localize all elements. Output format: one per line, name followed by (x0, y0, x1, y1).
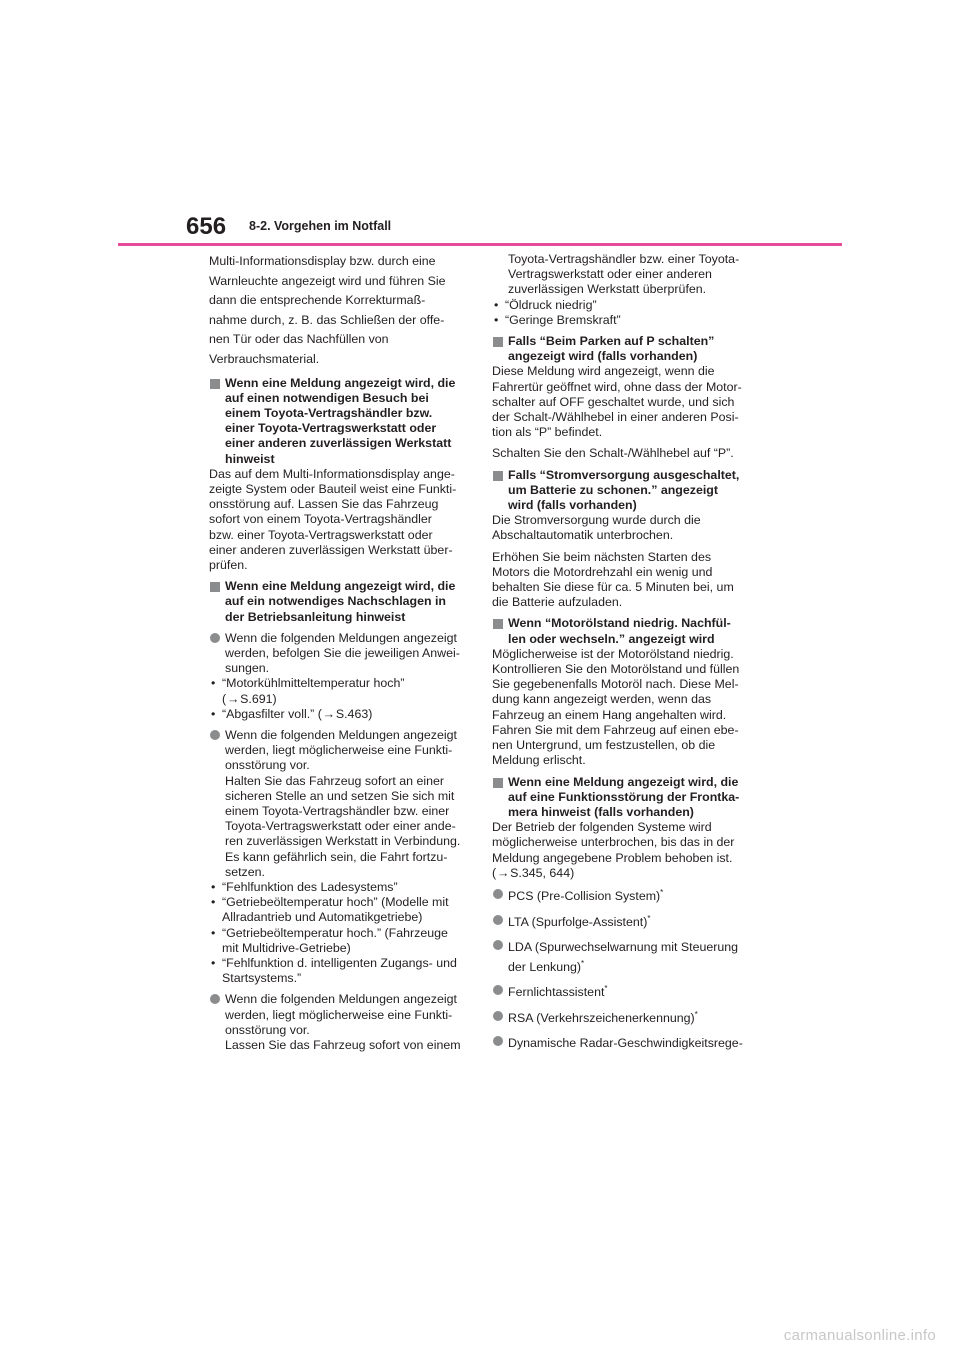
text-line: prüfen. (209, 558, 248, 572)
text-line (222, 707, 467, 722)
text-line: • “Geringe Bremskraft” (505, 312, 621, 327)
text-line: Kontrollieren Sie den Motorölstand und füllen (492, 662, 740, 677)
text-line: dung kann angezeigt werden, wenn das (492, 692, 712, 707)
text-line: zuverlässigen Werkstatt überprüfen. (508, 282, 707, 297)
text-line (222, 692, 467, 707)
ref-open: ( (222, 691, 227, 706)
paragraph (209, 467, 467, 573)
bullet-group (209, 728, 467, 986)
text-line: onsstörung auf. Lassen Sie das Fahrzeug (209, 497, 439, 512)
footnote-star: * (647, 913, 651, 923)
text-line: • “Getriebeöltemperatur hoch” (Modelle mit (222, 895, 449, 910)
text-line: möglicherweise unterbrochen, bis das in der (492, 835, 735, 850)
heading-line: Wenn eine Meldung angezeigt wird, die (225, 375, 456, 390)
text-line: werden, liegt möglicherweise eine Funkti- (225, 743, 453, 758)
text-line: der Schalt-/Wählhebel in einer anderen Posi- (492, 410, 739, 425)
text-line: sicheren Stelle an und setzen Sie sich mit (225, 788, 455, 803)
text-line: die Batterie aufzuladen. (492, 595, 623, 610)
heading-line: einer anderen zuverlässigen Werkstatt (225, 436, 452, 451)
text-line: Abschaltautomatik unterbrochen. (492, 528, 674, 543)
text-line: Die Stromversorgung wurde durch die (492, 513, 701, 528)
text-line: Es kann gefährlich sein, die Fahrt fortzu- (225, 849, 448, 864)
system-item-radar-cruise (492, 1034, 754, 1054)
text-line: ren zuverlässigen Werkstatt in Verbindung. (225, 834, 461, 849)
text-line: Fahren Sie mit dem Fahrzeug auf einen ebe- (492, 722, 739, 737)
system-item-lda (492, 938, 754, 977)
ref-text: “Abgasfilter voll.” ( (222, 706, 322, 721)
dash-item (492, 298, 754, 313)
heading-line: um Batterie zu schonen.” angezeigt (508, 482, 718, 497)
dash-item (209, 895, 467, 925)
system-item-high-beam (492, 983, 754, 1003)
system-label: RSA (Verkehrszeichenerkennung) (508, 1010, 695, 1025)
text-line (492, 866, 754, 881)
text-line: werden, liegt möglicherweise eine Funkti- (225, 1007, 453, 1022)
heading-line: Falls “Stromversorgung ausgeschaltet, (508, 467, 740, 482)
text-line: Erhöhen Sie beim nächsten Starten des (492, 549, 712, 564)
paragraph: Schalten Sie den Schalt-/Wählhebel auf “P”. (492, 446, 734, 461)
heading-line: einer Toyota-Vertragswerkstatt oder (225, 421, 437, 436)
text-line: sungen. (225, 661, 270, 676)
text-line: Wenn die folgenden Meldungen angezeigt (225, 992, 457, 1007)
text-line: einem Toyota-Vertragshändler bzw. einer (225, 804, 450, 819)
text-line: Diese Meldung wird angezeigt, wenn die (492, 364, 715, 379)
text-line: zeigte System oder Bauteil weist eine Funkti- (209, 481, 457, 496)
ref-open: ( (492, 865, 497, 880)
text-line: sofort von einem Toyota-Vertragshändler (209, 512, 432, 527)
heading-line: angezeigt wird (falls vorhanden) (508, 349, 698, 364)
text-line: Der Betrieb der folgenden Systeme wird (492, 820, 712, 835)
page-number: 656 (186, 213, 227, 240)
page-reference[interactable]: S.345, 644) (510, 865, 575, 880)
page-reference[interactable]: S.463) (335, 706, 373, 721)
system-label: der Lenkung) (508, 959, 582, 974)
watermark-site: carmanualsonline.info (783, 1327, 936, 1344)
system-label: PCS (Pre-Collision System) (508, 888, 661, 903)
heading-line: Falls “Beim Parken auf P schalten” (508, 334, 715, 349)
text-line: Startsystems.” (222, 971, 302, 986)
text-line: Meldung angegebene Problem behoben ist. (492, 850, 733, 865)
heading-line: Wenn eine Meldung angezeigt wird, die (225, 579, 456, 594)
text-line: LDA (Spurwechselwarnung mit Steuerung (508, 940, 739, 955)
section-heading-dealer-visit (209, 376, 467, 467)
text-line: Allradantrieb und Automatikgetriebe) (222, 910, 423, 925)
system-label: Dynamische Radar-Geschwindigkeitsrege- (508, 1036, 743, 1051)
text-line: setzen. (225, 864, 265, 879)
text-line: Verbrauchsmaterial. (209, 351, 320, 366)
paragraph (492, 647, 754, 769)
text-line: Toyota-Vertragshändler bzw. einer Toyota- (508, 252, 740, 266)
heading-line: mera hinweist (falls vorhanden) (508, 804, 694, 819)
section-heading-park (492, 334, 754, 364)
heading-line: einem Toyota-Vertragshändler bzw. (225, 405, 433, 420)
dash-item (209, 880, 467, 895)
text-line: • “Öldruck niedrig” (505, 297, 597, 312)
bullet-group (209, 631, 467, 722)
text-line: Sie gegebenenfalls Motoröl nach. Diese Mel- (492, 677, 739, 692)
text-line: Multi-Informationsdisplay bzw. durch eine (209, 254, 436, 268)
text-line: nahme durch, z. B. das Schließen der offe- (209, 312, 445, 327)
heading-line: len oder wechseln.” angezeigt wird (508, 631, 715, 646)
heading-line: Wenn eine Meldung angezeigt wird, die (508, 774, 739, 789)
intro-paragraph (209, 252, 467, 370)
system-item-rsa (492, 1009, 754, 1029)
section-heading-front-camera (492, 775, 754, 821)
heading-line: hinweist (225, 451, 275, 466)
dash-item (492, 313, 754, 328)
paragraph (492, 820, 754, 881)
text-line: behalten Sie diese für ca. 5 Minuten bei, um (492, 580, 734, 595)
heading-line: wird (falls vorhanden) (508, 498, 637, 513)
heading-line: auf ein notwendiges Nachschlagen in (225, 594, 447, 609)
dash-item (209, 676, 467, 706)
section-heading-owners-manual (209, 579, 467, 625)
arrow-right-icon: → (322, 706, 336, 721)
bullet-continuation (492, 252, 754, 328)
left-column (209, 252, 467, 1053)
text-line: Fahrertür geöffnet wird, ohne dass der Motor- (492, 379, 742, 394)
section-heading-oil-level (492, 616, 754, 646)
text-line: Meldung erlischt. (492, 753, 586, 768)
footnote-star: * (604, 984, 608, 994)
arrow-right-icon: → (496, 865, 510, 880)
text-line: Motors die Motordrehzahl ein wenig und (492, 564, 713, 579)
footnote-star: * (581, 958, 585, 968)
footnote-star: * (694, 1009, 698, 1019)
paragraph (492, 513, 754, 543)
text-line: Wenn die folgenden Meldungen angezeigt (225, 728, 457, 743)
text-line: Lassen Sie das Fahrzeug sofort von einem (225, 1038, 461, 1053)
text-line: Möglicherweise ist der Motorölstand niedrig. (492, 646, 734, 661)
text-line: bzw. einer Toyota-Vertragswerkstatt oder (209, 527, 433, 542)
heading-line: auf einen notwendigen Besuch bei (225, 390, 429, 405)
text-line: Warnleuchte angezeigt wird und führen Sie (209, 273, 446, 288)
text-line: nen Untergrund, um festzustellen, ob die (492, 738, 716, 753)
section-title: 8-2. Vorgehen im Notfall (249, 219, 392, 233)
bullet-item (209, 992, 467, 1053)
text-line: Toyota-Vertragswerkstatt oder einer ande- (225, 819, 456, 834)
text-line: einer anderen zuverlässigen Werkstatt über- (209, 542, 453, 557)
text-line: Wenn die folgenden Meldungen angezeigt (225, 630, 457, 645)
text-line: dann die entsprechende Korrekturmaß- (209, 293, 426, 308)
heading-line: Wenn “Motorölstand niedrig. Nachfül- (508, 616, 731, 631)
dash-item (209, 956, 467, 986)
text-line: nen Tür oder das Nachfüllen von (209, 332, 389, 347)
dash-item (209, 707, 467, 722)
system-item-lta (492, 913, 754, 933)
text-line: Fahrzeug an einem Hang angehalten wird. (492, 707, 727, 722)
page-reference[interactable]: S.691) (240, 691, 277, 706)
header-divider (118, 243, 842, 246)
text-line: • “Getriebeöltemperatur hoch.” (Fahrzeuge (222, 925, 448, 940)
system-label: LTA (Spurfolge-Assistent) (508, 914, 648, 929)
footnote-star: * (660, 887, 664, 897)
system-item-pcs (492, 887, 754, 907)
section-heading-power-off (492, 468, 754, 514)
arrow-right-icon: → (226, 691, 240, 706)
heading-line: der Betriebsanleitung hinweist (225, 609, 406, 624)
paragraph (492, 550, 754, 611)
bullet-item (209, 631, 467, 677)
paragraph (492, 364, 754, 440)
text-line: onsstörung vor. (225, 758, 310, 773)
system-label: Fernlichtassistent (508, 985, 605, 1000)
text-line (508, 958, 754, 978)
continued-text (492, 252, 754, 298)
text-line: tion als “P” befindet. (492, 425, 603, 440)
text-line: • “Fehlfunktion des Ladesystems” (222, 880, 398, 895)
text-line: Vertragswerkstatt oder einer anderen (508, 267, 712, 282)
text-line: Das auf dem Multi-Informationsdisplay ange- (209, 466, 455, 481)
heading-line: auf eine Funktionsstörung der Frontka- (508, 789, 740, 804)
text-line: • “Motorkühlmitteltemperatur hoch” (222, 676, 405, 691)
text-line: • “Fehlfunktion d. intelligenten Zugangs- und (222, 956, 457, 971)
text-line: werden, befolgen Sie die jeweiligen Anwei- (225, 646, 460, 661)
bullet-item (209, 728, 467, 880)
dash-item (209, 926, 467, 956)
right-column (492, 252, 754, 1054)
text-line: Halten Sie das Fahrzeug sofort an einer (225, 773, 445, 788)
text-line: schalter auf OFF geschaltet wurde, und sich (492, 394, 735, 409)
text-line: onsstörung vor. (225, 1022, 310, 1037)
text-line: mit Multidrive-Getriebe) (222, 940, 351, 955)
